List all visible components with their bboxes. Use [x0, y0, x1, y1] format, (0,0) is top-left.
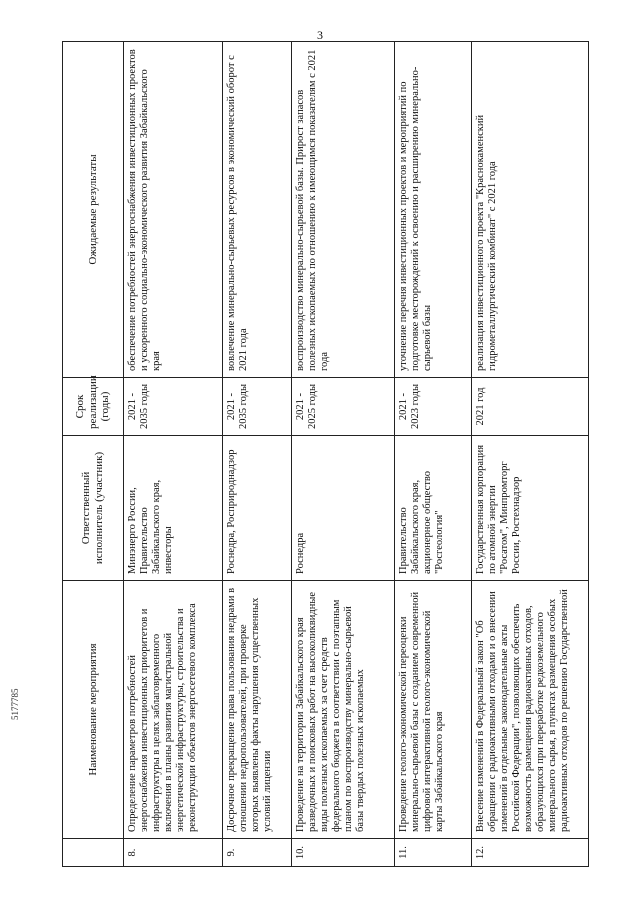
table-header-row: [63, 42, 124, 867]
executor-cell: Государственная корпорация по атомной энергии "Росатом", Минпромторг России, Ростехнадзор: [472, 436, 589, 581]
header-executor: Ответственный исполнитель (участник): [63, 436, 124, 581]
document-code: 5177785: [10, 688, 20, 720]
measures-table: [62, 41, 589, 867]
results-cell: воспроизводство минерально-сырьевой базы. Прирост запасов полезных ископаемых по отношению к имеющимся показателям с 2021 года: [292, 42, 395, 378]
executor-cell: Роснедра, Росприроднадзор: [223, 436, 292, 581]
page-number: 3: [317, 28, 323, 42]
activity-cell: Досрочное прекращение права пользования недрами в отношении недропользователей, при проверке которых выявлены факты нарушения существенных условий лицензии: [223, 581, 292, 839]
activity-cell: Проведение на территории Забайкальского края разведочных и поисковых работ на высоколиквидные виды полезных ископаемых за счет средств федерального бюджета в соответствии с поэтапным планом по воспроизводству минерально-сырьевой базы твердых полезных ископаемых: [292, 581, 395, 839]
term-cell: 2021 год: [472, 378, 589, 436]
results-cell: вовлечение минерально-сырьевых ресурсов в экономический оборот с 2021 года: [223, 42, 292, 378]
header-results: Ожидаемые результаты: [63, 42, 124, 378]
term-cell: 2021 - 2025 годы: [292, 378, 395, 436]
term-cell: 2021 - 2035 годы: [124, 378, 223, 436]
executor-cell: Правительство Забайкальского края, акционерное общество "Росгеология": [395, 436, 472, 581]
results-cell: реализация инвестиционного проекта "Краснокаменский гидрометаллургический комбинат" с 2021 года: [472, 42, 589, 378]
table-row: [292, 42, 395, 867]
executor-cell: Роснедра: [292, 436, 395, 581]
row-number: 12.: [472, 839, 589, 867]
header-term: Срок реализации (годы): [63, 378, 124, 436]
row-number: 8.: [124, 839, 223, 867]
table-row: [124, 42, 223, 867]
activity-cell: Определение параметров потребностей энергоснабжения инвестиционных приоритетов и инфраструктуры в целях заблаговременного включения в планы развития магистральной энергетической инфраструктуры, строительства и реконструкции объектов энергосетевого комплекса: [124, 581, 223, 839]
table-row: [395, 42, 472, 867]
row-number: 10.: [292, 839, 395, 867]
row-number: 11.: [395, 839, 472, 867]
header-number: [63, 839, 124, 867]
term-cell: 2021 - 2023 годы: [395, 378, 472, 436]
table-row: [472, 42, 589, 867]
results-cell: обеспечение потребностей энергоснабжения инвестиционных проектов и ускоренного социально-экономического развития Забайкальского края: [124, 42, 223, 378]
activity-cell: Внесение изменений в Федеральный закон "Об обращении с радиоактивными отходами и о внесении изменений в отдельные законодательные акты Российской Федерации", позволяющих обеспечить возможность размещения радиоактивных отходов, образующихся при переработке редкоземельного минерального сырья, в пунктах размещения особых радиоактивных отходов по решению Государственной: [472, 581, 589, 839]
header-activity: Наименование мероприятия: [63, 581, 124, 839]
row-number: 9.: [223, 839, 292, 867]
term-cell: 2021 - 2035 годы: [223, 378, 292, 436]
table-row: [223, 42, 292, 867]
results-cell: уточнение перечня инвестиционных проектов и мероприятий по подготовке месторождений к освоению и расширению минерально-сырьевой базы: [395, 42, 472, 378]
activity-cell: Проведение геолого-экономической переоценки минерально-сырьевой базы с созданием современной цифровой интерактивной геолого-экономической карты Забайкальского края: [395, 581, 472, 839]
executor-cell: Минэнерго России, Правительство Забайкальского края, инвесторы: [124, 436, 223, 581]
